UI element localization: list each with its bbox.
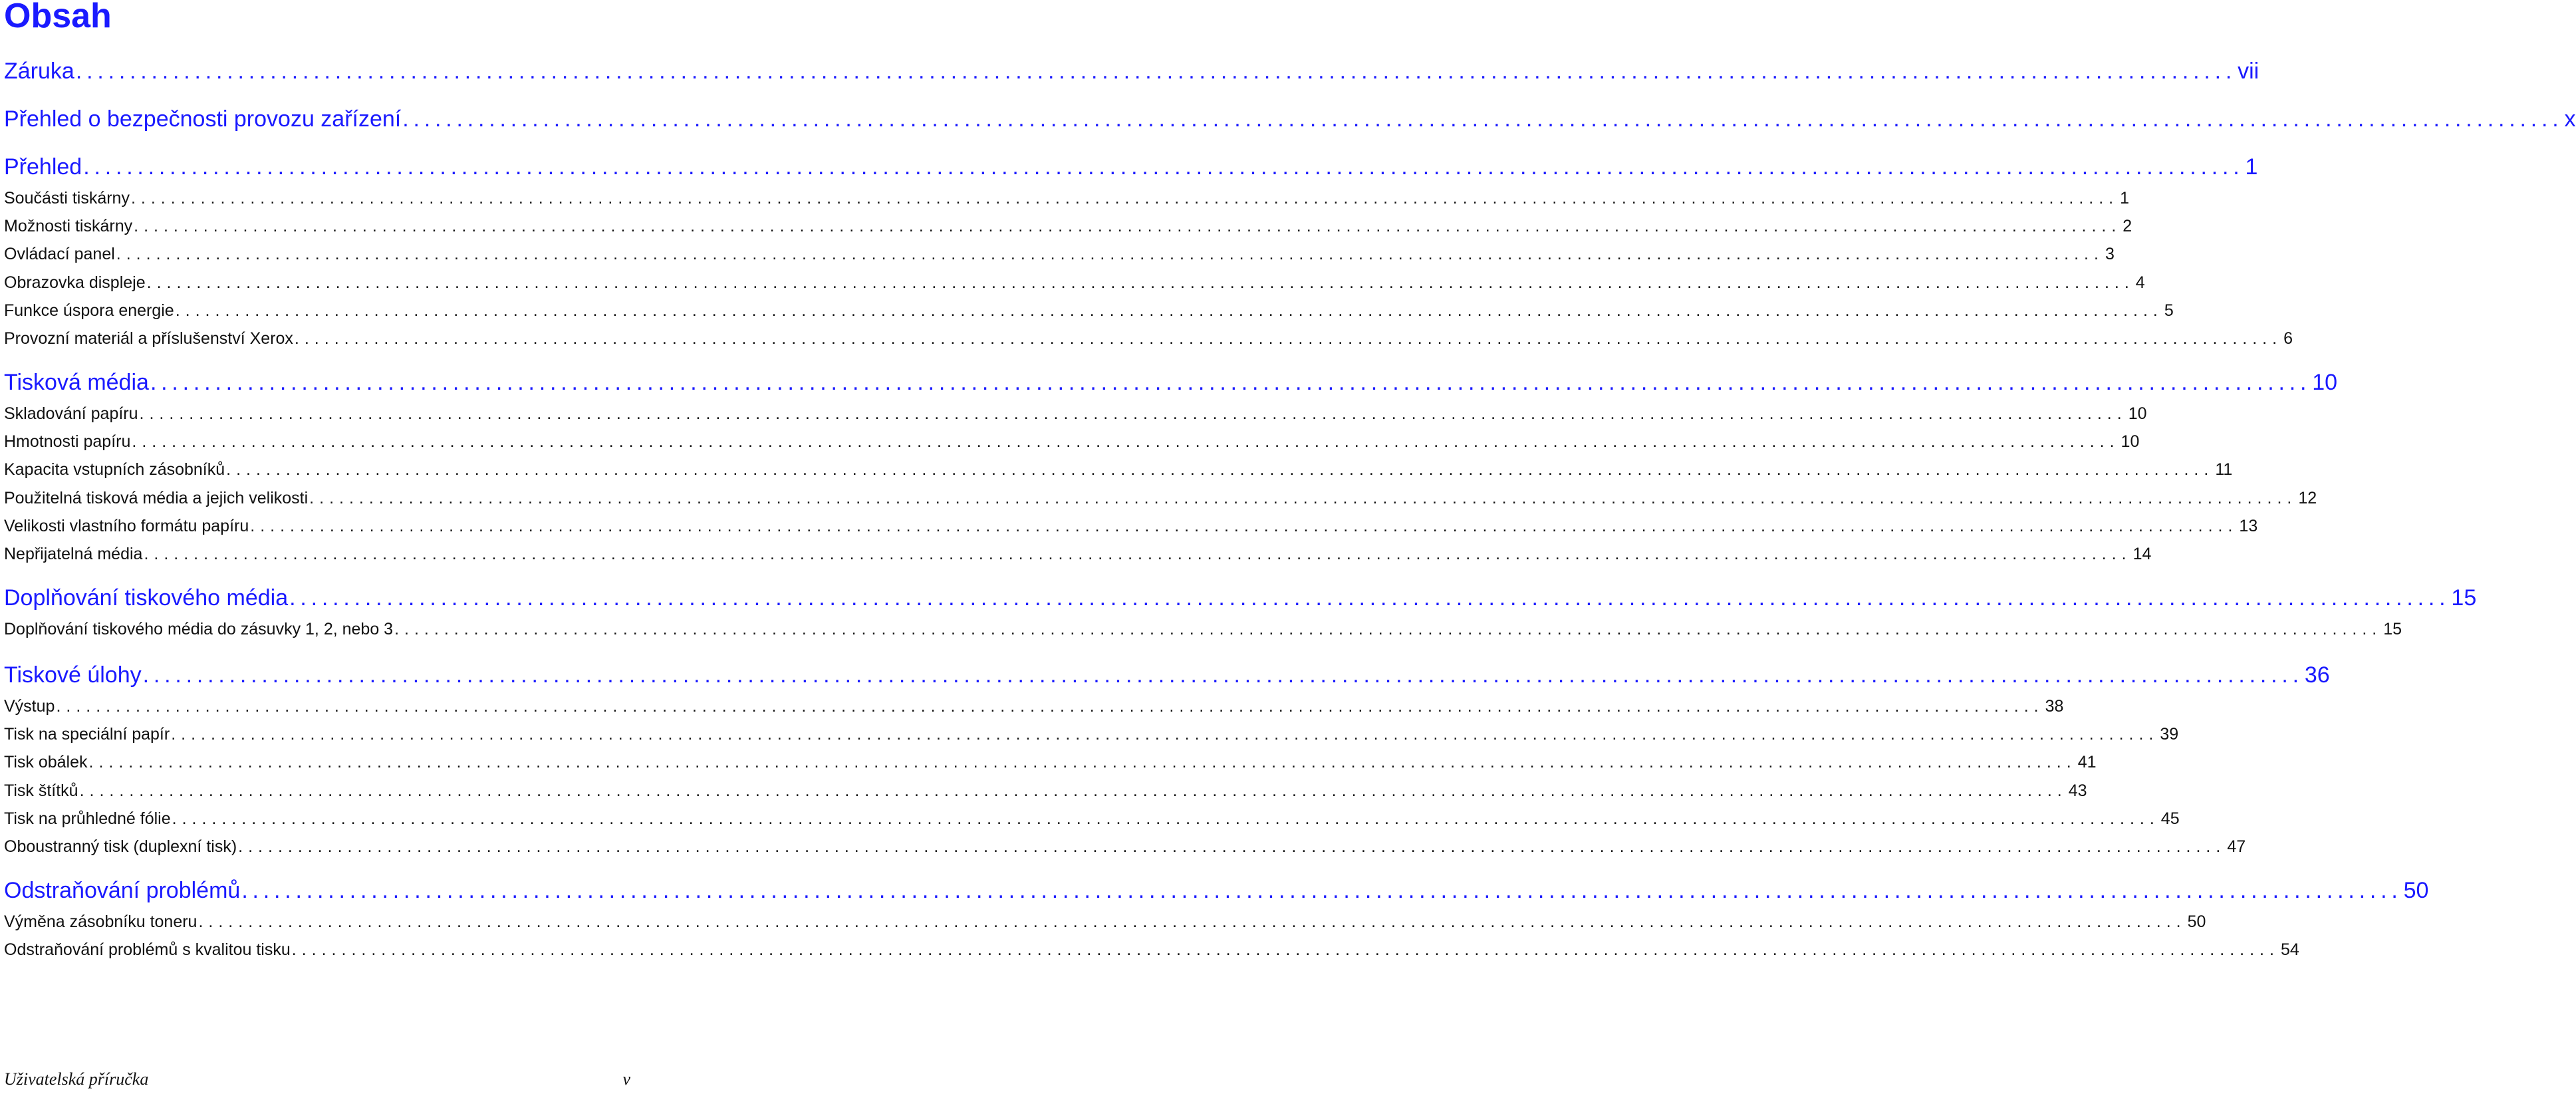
page-title: Obsah xyxy=(4,0,112,35)
dot-leader: ........................................................................................................................................................................................................ xyxy=(142,662,2303,688)
dot-leader: ........................................................................................................................................................................................................ xyxy=(56,697,2044,716)
toc-chapter-label: Doplňování tiskového média xyxy=(4,585,289,611)
dot-leader: ........................................................................................................................................................................................................ xyxy=(146,273,2134,292)
dot-leader: ........................................................................................................................................................................................................ xyxy=(226,460,2214,480)
toc-chapter-page-number: 1 xyxy=(2245,154,2258,180)
toc-chapter[interactable] xyxy=(4,878,2429,904)
toc-chapter-label: Tisková média xyxy=(4,370,149,395)
toc-section-page-number: 54 xyxy=(2280,940,2299,960)
toc-section-label: Součásti tiskárny xyxy=(4,189,130,207)
toc-section-page-number: 41 xyxy=(2077,753,2097,772)
toc-section-page-number: 15 xyxy=(2383,620,2402,638)
toc-section-page-number: 10 xyxy=(2128,404,2147,423)
dot-leader: ........................................................................................................................................................................................................ xyxy=(394,620,2383,638)
toc-section-label: Použitelná tisková média a jejich velikosti xyxy=(4,488,309,507)
toc-section[interactable] xyxy=(4,837,2246,857)
toc-section[interactable] xyxy=(4,460,2233,480)
toc-section-label: Tisk obálek xyxy=(4,753,88,772)
toc-chapter-label: Přehled xyxy=(4,154,82,180)
toc-section[interactable] xyxy=(4,725,2179,744)
dot-leader: ........................................................................................................................................................................................................ xyxy=(171,725,2159,744)
toc-section-label: Kapacita vstupních zásobníků xyxy=(4,460,225,480)
toc-section-page-number: 14 xyxy=(2132,545,2152,563)
toc-section-label: Tisk na průhledné fólie xyxy=(4,809,171,828)
toc-chapter-label: Přehled o bezpečnosti provozu zařízení xyxy=(4,106,402,132)
toc-chapter-label: Odstraňování problémů xyxy=(4,878,241,903)
dot-leader: ........................................................................................................................................................................................................ xyxy=(130,189,2119,207)
dot-leader: ........................................................................................................................................................................................................ xyxy=(79,781,2067,800)
toc-section-page-number: 1 xyxy=(2120,189,2130,207)
dot-leader: ........................................................................................................................................................................................................ xyxy=(175,301,2163,320)
toc-section-label: Oboustranný tisk (duplexní tisk) xyxy=(4,837,237,856)
toc-section-label: Obrazovka displeje xyxy=(4,273,146,292)
toc-section[interactable] xyxy=(4,404,2147,424)
dot-leader: ........................................................................................................................................................................................................ xyxy=(172,809,2160,828)
toc-section-page-number: 39 xyxy=(2160,725,2179,744)
dot-leader: ........................................................................................................................................................................................................ xyxy=(241,878,2402,903)
toc-section-page-number: 5 xyxy=(2164,301,2174,320)
dot-leader: ........................................................................................................................................................................................................ xyxy=(75,59,2237,84)
toc-chapter-label: Záruka xyxy=(4,59,74,84)
toc-section-label: Skladování papíru xyxy=(4,404,138,423)
toc-section-label: Výměna zásobníku toneru xyxy=(4,912,197,931)
toc-chapter-page-number: 10 xyxy=(2312,370,2338,395)
toc-section[interactable] xyxy=(4,620,2402,639)
toc-section[interactable] xyxy=(4,432,2140,452)
toc-chapter-page-number: 36 xyxy=(2304,662,2330,688)
toc-section-label: Hmotnosti papíru xyxy=(4,432,131,452)
toc-section-page-number: 13 xyxy=(2239,516,2258,535)
toc-section-label: Tisk štítků xyxy=(4,781,78,800)
toc-section[interactable] xyxy=(4,273,2145,293)
toc-section-page-number: 10 xyxy=(2121,432,2140,452)
dot-leader: ........................................................................................................................................................................................................ xyxy=(402,106,2563,132)
toc-section[interactable] xyxy=(4,940,2299,960)
dot-leader: ........................................................................................................................................................................................................ xyxy=(116,245,2104,264)
toc-section-label: Ovládací panel xyxy=(4,245,115,264)
toc-section-page-number: 6 xyxy=(2283,329,2293,348)
toc-section-page-number: 38 xyxy=(2045,697,2064,716)
toc-section[interactable] xyxy=(4,516,2258,536)
toc-chapter-page-number: vii xyxy=(2238,59,2259,84)
toc-chapter-page-number: x xyxy=(2564,106,2576,132)
dot-leader: ........................................................................................................................................................................................................ xyxy=(134,217,2122,236)
dot-leader: ........................................................................................................................................................................................................ xyxy=(132,432,2120,452)
toc-section[interactable] xyxy=(4,245,2115,264)
dot-leader: ........................................................................................................................................................................................................ xyxy=(144,545,2132,563)
toc-chapter[interactable] xyxy=(4,59,2259,84)
footer-page-number: v xyxy=(622,1069,630,1089)
toc-chapter-page-number: 50 xyxy=(2403,878,2429,903)
toc-section-label: Velikosti vlastního formátu papíru xyxy=(4,516,249,535)
dot-leader: ........................................................................................................................................................................................................ xyxy=(150,370,2311,395)
dot-leader: ........................................................................................................................................................................................................ xyxy=(309,488,2297,507)
toc-chapter-page-number: 15 xyxy=(2451,585,2477,611)
dot-leader: ........................................................................................................................................................................................................ xyxy=(294,329,2283,348)
toc-section-page-number: 12 xyxy=(2298,488,2317,507)
toc-chapter[interactable] xyxy=(4,370,2338,396)
toc-chapter[interactable] xyxy=(4,662,2330,688)
toc-section[interactable] xyxy=(4,329,2293,348)
toc-section-label: Výstup xyxy=(4,697,55,716)
toc-section-label: Provozní materiál a příslušenství Xerox xyxy=(4,329,293,348)
toc-section[interactable] xyxy=(4,488,2317,508)
toc-section[interactable] xyxy=(4,781,2087,801)
toc-section-label: Nepřijatelná média xyxy=(4,545,143,563)
dot-leader: ........................................................................................................................................................................................................ xyxy=(250,516,2238,535)
toc-section-page-number: 50 xyxy=(2187,912,2206,931)
footer-manual-title: Uživatelská příručka xyxy=(4,1069,149,1089)
toc-chapter[interactable] xyxy=(4,585,2477,611)
toc-section-label: Funkce úspora energie xyxy=(4,301,174,320)
toc-section[interactable] xyxy=(4,301,2174,321)
dot-leader: ........................................................................................................................................................................................................ xyxy=(198,912,2186,931)
toc-section[interactable] xyxy=(4,189,2130,208)
toc-section-page-number: 45 xyxy=(2160,809,2180,828)
dot-leader: ........................................................................................................................................................................................................ xyxy=(289,585,2450,611)
toc-section-page-number: 3 xyxy=(2105,245,2115,264)
toc-section[interactable] xyxy=(4,753,2097,772)
dot-leader: ........................................................................................................................................................................................................ xyxy=(291,940,2279,960)
toc-section[interactable] xyxy=(4,697,2064,716)
page-footer xyxy=(4,1069,630,1089)
toc-chapter[interactable] xyxy=(4,106,2576,132)
toc-section-label: Doplňování tiskového média do zásuvky 1, 2, nebo 3 xyxy=(4,620,394,638)
toc-section-label: Možnosti tiskárny xyxy=(4,217,133,236)
toc-section[interactable] xyxy=(4,912,2206,932)
dot-leader: ........................................................................................................................................................................................................ xyxy=(238,837,2226,856)
toc-section-label: Tisk na speciální papír xyxy=(4,725,170,744)
dot-leader: ........................................................................................................................................................................................................ xyxy=(83,154,2244,180)
toc-section[interactable] xyxy=(4,545,2152,564)
toc-section-page-number: 43 xyxy=(2068,781,2087,800)
toc-section-page-number: 4 xyxy=(2135,273,2145,292)
toc-chapter[interactable] xyxy=(4,154,2258,180)
toc-section[interactable] xyxy=(4,809,2180,829)
toc-section[interactable] xyxy=(4,217,2132,236)
toc-section-page-number: 11 xyxy=(2215,460,2233,480)
dot-leader: ........................................................................................................................................................................................................ xyxy=(88,753,2077,772)
dot-leader: ........................................................................................................................................................................................................ xyxy=(139,404,2127,423)
toc-section-label: Odstraňování problémů s kvalitou tisku xyxy=(4,940,291,960)
toc-section-page-number: 47 xyxy=(2227,837,2246,856)
toc-section-page-number: 2 xyxy=(2123,217,2132,236)
toc-chapter-label: Tiskové úlohy xyxy=(4,662,142,688)
